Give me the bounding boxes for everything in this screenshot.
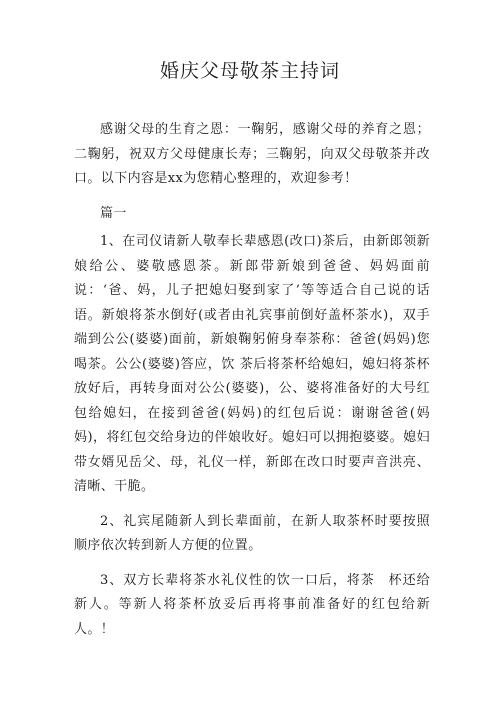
body-paragraph-3: 3、双方长辈将茶水礼仪性的饮一口后，将茶 杯还给新人。等新人将茶杯放妥后再将事前准备好的红包给新人。！ xyxy=(74,572,430,637)
section-heading: 篇一 xyxy=(100,205,127,221)
intro-paragraph: 感谢父母的生育之恩：一鞠躬，感谢父母的养育之恩；二鞠躬，祝双方父母健康长寿；三鞠躬，向双父母敬茶并改口。以下内容是xx为您精心整理的，欢迎参考！ xyxy=(74,122,430,186)
body-paragraph-1: 1、在司仪请新人敬奉长辈感恩(改口)茶后，由新郎领新娘给公、婆敬感恩茶。新郎带新娘到爸爸、妈妈面前说：‘爸、妈，儿子把媳妇娶到家了’等等适合自己说的话语。新娘将茶水倒好(或者由礼宾事前倒好盖杯茶水)，双手端到公公(婆婆)面前，新娘鞠躬俯身奉茶称：爸爸(妈妈)您喝茶。公公(婆婆)答应，饮 茶后将茶杯给媳妇，媳妇将茶杯放好后，再转身面对公公(婆婆)，公、婆将准备好的大号红包给媳妇，在接到爸爸(妈妈)的红包后说：谢谢爸爸(妈妈)，将红包交给身边的伴娘收好。媳妇可以拥抱婆婆。媳妇带女婿见岳父、母，礼仪一样，新郎在改口时要声音洪亮、清晰、干脆。 xyxy=(74,234,430,494)
page-title: 婚庆父母敬茶主持词 xyxy=(159,60,340,82)
document-body xyxy=(74,118,430,652)
body-paragraph-2: 2、礼宾尾随新人到长辈面前，在新人取茶杯时要按照顺序依次转到新人方便的位置。 xyxy=(74,513,430,553)
